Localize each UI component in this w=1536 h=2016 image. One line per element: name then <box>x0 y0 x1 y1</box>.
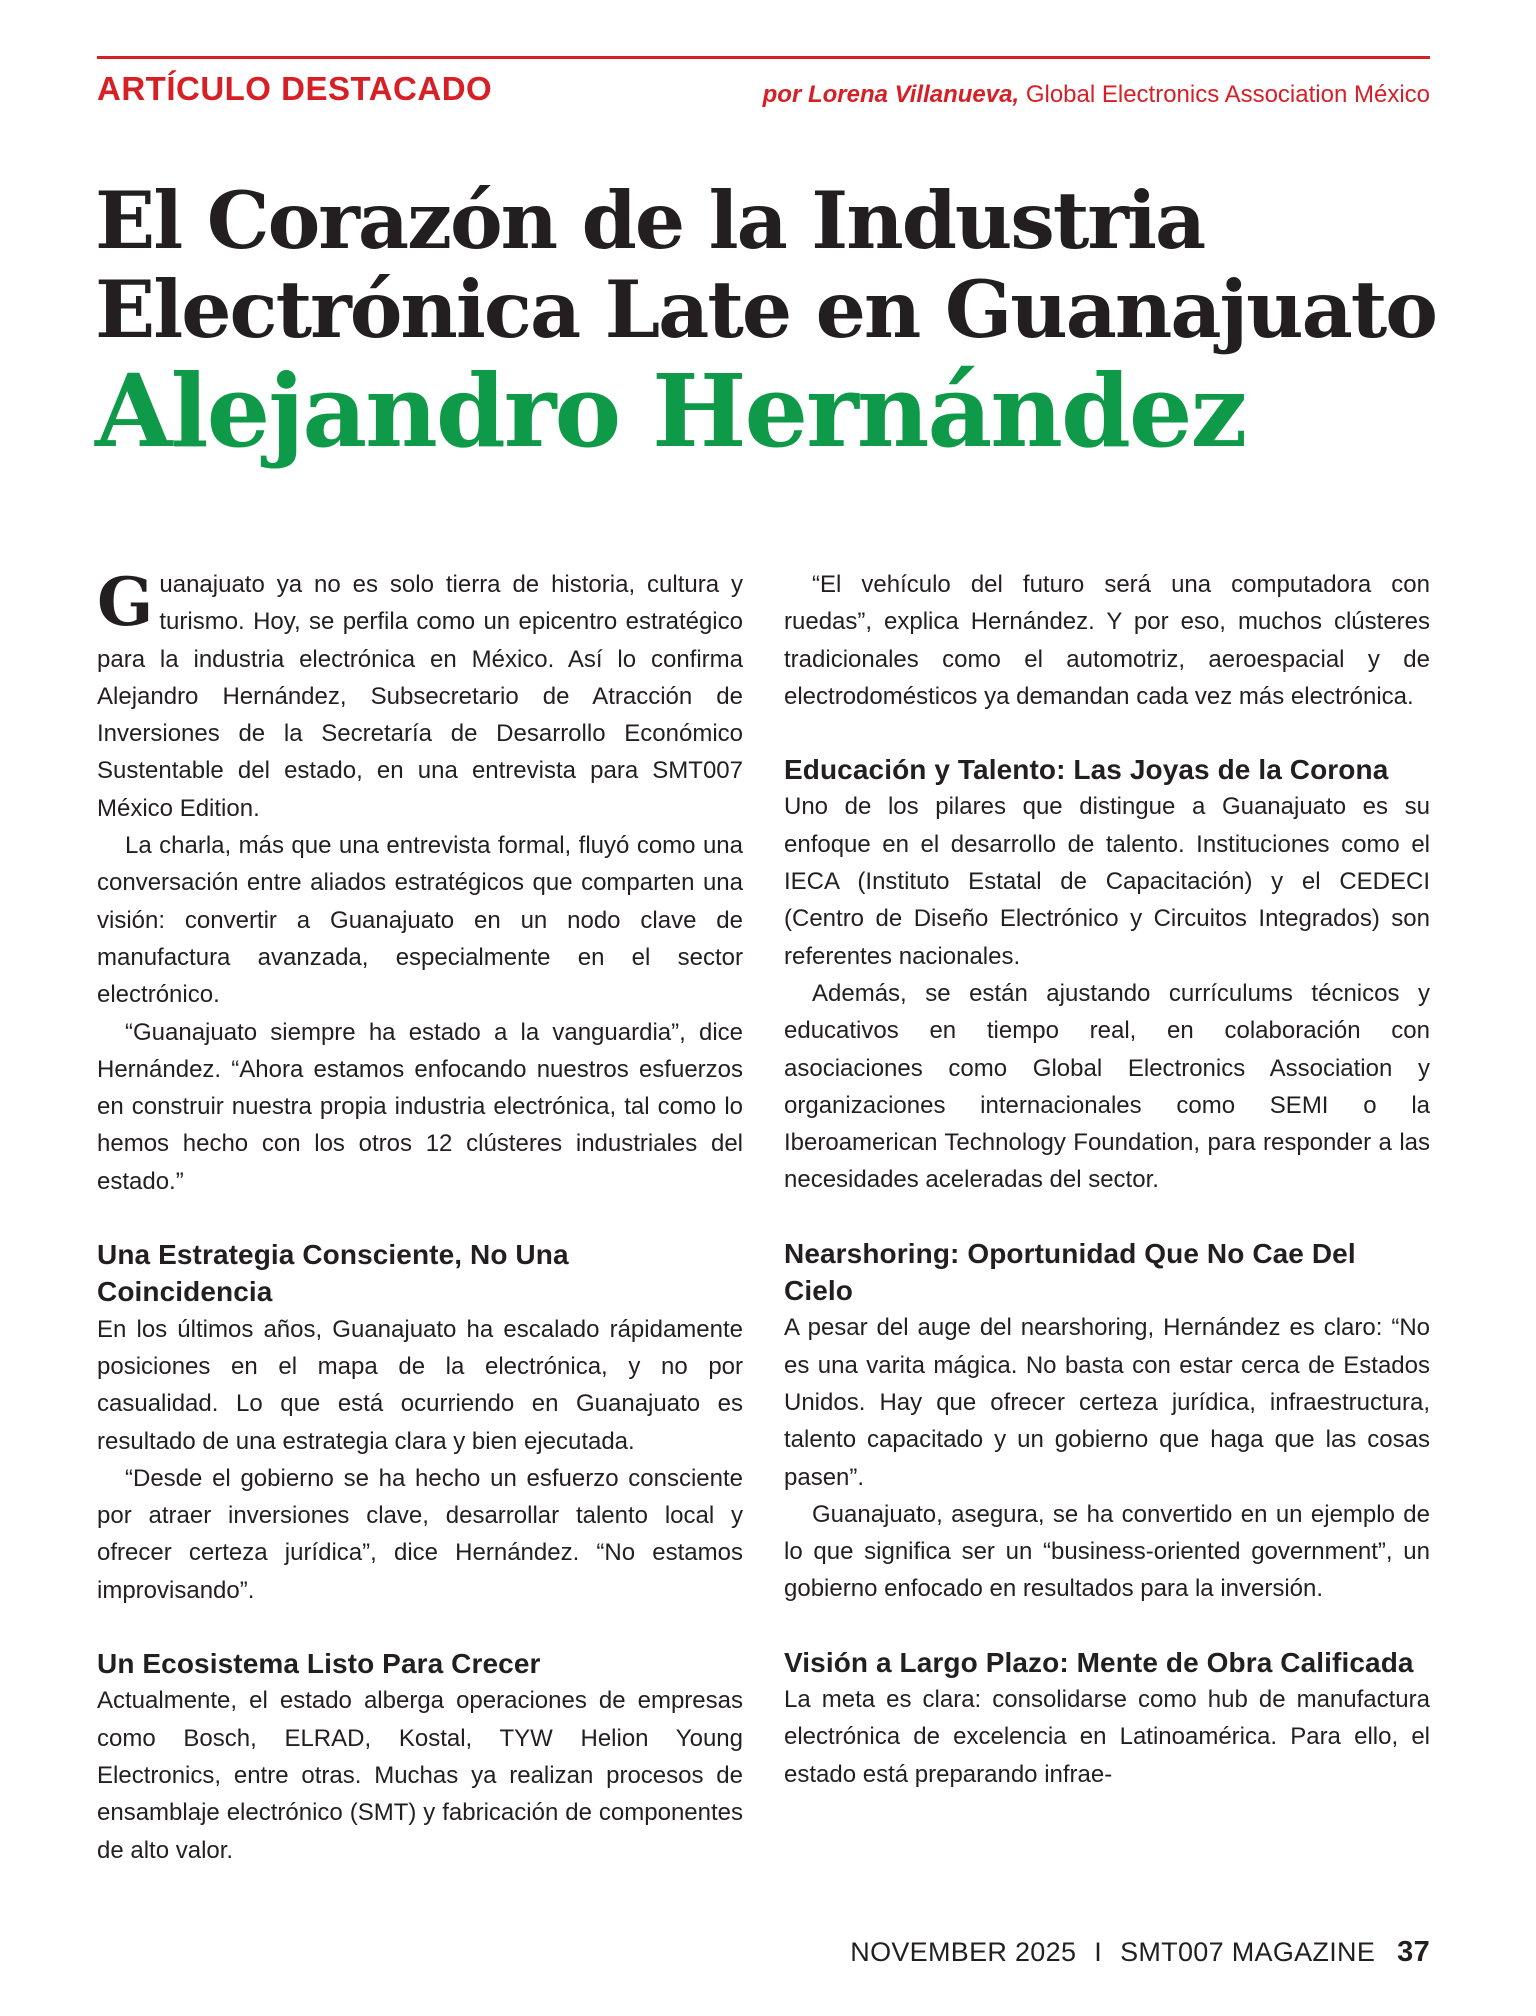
body-paragraph: Actualmente, el estado alberga operaciones de empresas como Bosch, ELRAD, Kostal, TYW Helion Young Electronics, entre otras. Muchas ya realizan procesos de ensamblaje electrónico (SMT) y fabricación de componentes de alto valor. <box>97 1687 743 1864</box>
section-heading: Un Ecosistema Listo Para Crecer <box>97 1648 541 1680</box>
article-title <box>95 176 1455 472</box>
section-heading: Nearshoring: Oportunidad Que No Cae Del Cielo <box>784 1237 1356 1307</box>
left-column <box>97 563 743 1869</box>
drop-cap: G <box>97 563 154 641</box>
body-paragraph: Además, se están ajustando currículums técnicos y educativos en tiempo real, en colaboración con asociaciones como Global Electronics Association y organizaciones internacionales como SEMI o la Iberoamerican Technology Foundation, para responder a las necesidades aceleradas del sector. <box>784 979 1430 1194</box>
section-heading: Educación y Talento: Las Joyas de la Corona <box>784 754 1389 786</box>
byline <box>763 81 1430 109</box>
body-paragraph: Uno de los pilares que distingue a Guanajuato es su enfoque en el desarrollo de talento. Instituciones como el IECA (Instituto Estatal de Capacitación) y el CEDECI (Centro de Diseño Electrónico y Circuitos Integrados) son referentes nacionales. <box>784 793 1430 970</box>
magazine-name: SMT007 MAGAZINE <box>1120 1937 1376 1967</box>
body-paragraph: Guanajuato, asegura, se ha convertido en un ejemplo de lo que significa ser un “business-oriented government”, un gobierno enfocado en resultados para la inversión. <box>784 1500 1430 1603</box>
section-heading: Una Estrategia Consciente, No Una Coincidencia <box>97 1239 569 1308</box>
body-paragraph: “Guanajuato siempre ha estado a la vanguardia”, dice Hernández. “Ahora estamos enfocando nuestros esfuerzos en construir nuestra propia industria electrónica, tal como lo hemos hecho con los otros 12 clústeres industriales del estado.” <box>97 1018 743 1195</box>
issue-date: NOVEMBER 2025 <box>850 1937 1077 1967</box>
page-footer <box>850 1936 1430 1969</box>
title-line-2: Electrónica Late en Guanajuato <box>95 263 1436 356</box>
body-paragraph: “El vehículo del futuro será una computadora con ruedas”, explica Hernández. Y por eso, muchos clústeres tradicionales como el automotriz, aeroespacial y de electrodomésticos ya demandan cada vez más electrónica. <box>784 571 1430 710</box>
paragraph-text: uanajuato ya no es solo tierra de historia, cultura y turismo. Hoy, se perfila como un epicentro estratégico para la industria electrónica en México. Así lo confirma Alejandro Hernández, Subsecretario de Atracción de Inversiones de la Secretaría de Desarrollo Económico Sustentable del estado, en una entrevista para SMT007 México Edition. <box>97 571 743 822</box>
body-paragraph: “Desde el gobierno se ha hecho un esfuerzo consciente por atraer inversiones clave, desarrollar talento local y ofrecer certeza jurídica”, dice Hernández. “No estamos improvisando”. <box>97 1464 743 1604</box>
byline-organization: Global Electronics Association México <box>1025 81 1430 108</box>
section-kicker: ARTÍCULO DESTACADO <box>97 70 493 107</box>
body-paragraph: La meta es clara: consolidarse como hub de manufactura electrónica de excelencia en Latinoamérica. Para ello, el estado está preparando infrae- <box>784 1686 1430 1788</box>
title-line-1: El Corazón de la Industria <box>95 174 1205 267</box>
top-rule <box>97 56 1430 59</box>
body-paragraph: En los últimos años, Guanajuato ha escalado rápidamente posiciones en el mapa de la electrónica, y no por casualidad. Lo que está ocurriendo en Guanajuato es resultado de una estrategia clara y bien ejecutada. <box>97 1315 743 1455</box>
byline-author: por Lorena Villanueva, <box>762 81 1020 108</box>
title-subject-name: Alejandro Hernández <box>95 352 1246 470</box>
footer-separator: I <box>1094 1937 1103 1967</box>
article-header <box>97 70 1430 116</box>
body-paragraph <box>97 563 743 827</box>
body-paragraph: La charla, más que una entrevista formal, fluyó como una conversación entre aliados estratégicos que comparten una visión: convertir a Guanajuato en un nodo clave de manufactura avanzada, especialmente en el sector electrónico. <box>97 832 743 1009</box>
body-paragraph: A pesar del auge del nearshoring, Hernández es claro: “No es una varita mágica. No basta con estar cerca de Estados Unidos. Hay que ofrecer certeza jurídica, infraestructura, talento capacitado y un gobierno que haga que las cosas pasen”. <box>784 1314 1430 1491</box>
right-column <box>784 566 1430 1793</box>
page-number: 37 <box>1397 1936 1430 1968</box>
section-heading: Visión a Largo Plazo: Mente de Obra Calificada <box>784 1646 1414 1678</box>
